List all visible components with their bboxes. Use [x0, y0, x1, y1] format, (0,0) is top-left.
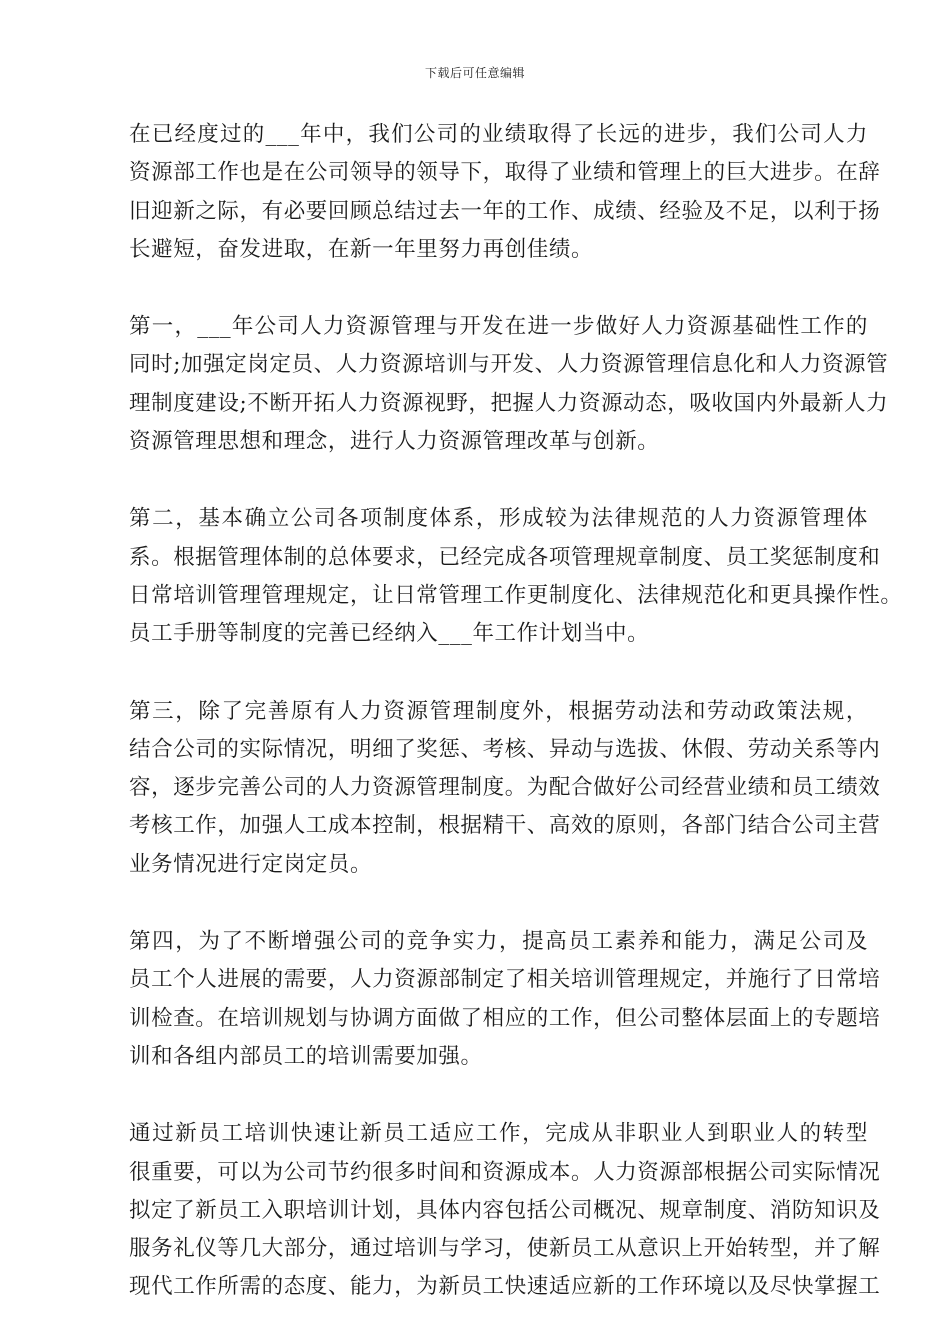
paragraph-line: 通过新员工培训快速让新员工适应工作，完成从非职业人到职业人的转型 — [129, 1121, 868, 1147]
paragraph-line: 很重要，可以为公司节约很多时间和资源成本。人力资源部根据公司实际情况 — [129, 1159, 881, 1185]
paragraph-line: 同时;加强定岗定员、人力资源培训与开发、人力资源管理信息化和人力资源管 — [129, 352, 889, 378]
paragraph-line: 第二，基本确立公司各项制度体系，形成较为法律规范的人力资源管理体 — [129, 506, 868, 532]
paragraph-line: 资源部工作也是在公司领导的领导下，取得了业绩和管理上的巨大进步。在辞 — [129, 160, 881, 186]
paragraph-3 — [86, 500, 903, 653]
paragraph-line: 服务礼仪等几大部分，通过培训与学习，使新员工从意识上开始转型，并了解 — [129, 1236, 881, 1262]
paragraph-5 — [86, 923, 881, 1076]
paragraph-line: 容，逐步完善公司的人力资源管理制度。为配合做好公司经营业绩和员工绩效 — [129, 775, 881, 801]
paragraph-line: 结合公司的实际情况，明细了奖惩、考核、异动与选拔、休假、劳动关系等内 — [129, 736, 881, 762]
page-header: 下载后可任意编辑 — [424, 66, 525, 80]
paragraph-line: 第一，___年公司人力资源管理与开发在进一步做好人力资源基础性工作的 — [129, 314, 868, 340]
paragraph-line: 旧迎新之际，有必要回顾总结过去一年的工作、成绩、经验及不足，以利于扬 — [129, 198, 881, 224]
paragraph-line: 第三，除了完善原有人力资源管理制度外，根据劳动法和劳动政策法规， — [129, 698, 868, 724]
paragraph-line: 日常培训管理管理规定，让日常管理工作更制度化、法律规范化和更具操作性。 — [129, 582, 903, 608]
paragraph-2 — [86, 308, 889, 461]
paragraph-line: 长避短，奋发进取，在新一年里努力再创佳绩。 — [129, 236, 594, 262]
paragraph-line: 业务情况进行定岗定员。 — [129, 851, 373, 877]
paragraph-line: 员工个人进展的需要，人力资源部制定了相关培训管理规定，并施行了日常培 — [129, 967, 881, 993]
paragraph-line: 系。根据管理体制的总体要求，已经完成各项管理规章制度、员工奖惩制度和 — [129, 544, 881, 570]
paragraph-line: 考核工作，加强人工成本控制，根据精干、高效的原则，各部门结合公司主营 — [129, 813, 881, 839]
paragraph-line: 现代工作所需的态度、能力，为新员工快速适应新的工作环境以及尽快掌握工 — [129, 1274, 881, 1300]
paragraph-line: 训和各组内部员工的培训需要加强。 — [129, 1043, 483, 1069]
paragraph-line: 在已经度过的___年中，我们公司的业绩取得了长远的进步，我们公司人力 — [129, 122, 868, 147]
paragraph-line: 训检查。在培训规划与协调方面做了相应的工作，但公司整体层面上的专题培 — [129, 1005, 881, 1031]
paragraph-line: 员工手册等制度的完善已经纳入___年工作计划当中。 — [129, 621, 650, 647]
paragraph-4 — [86, 693, 881, 884]
paragraph-line: 第四，为了不断增强公司的竞争实力，提高员工素养和能力，满足公司及 — [129, 929, 868, 955]
paragraph-6 — [86, 1115, 881, 1306]
document-body — [86, 116, 903, 1307]
paragraph-line: 拟定了新员工入职培训计划，具体内容包括公司概况、规章制度、消防知识及 — [129, 1197, 881, 1223]
paragraph-line: 资源管理思想和理念，进行人力资源管理改革与创新。 — [129, 429, 660, 455]
paragraph-line: 理制度建设;不断开拓人力资源视野，把握人力资源动态，吸收国内外最新人力 — [129, 390, 889, 416]
paragraph-1 — [86, 116, 881, 269]
